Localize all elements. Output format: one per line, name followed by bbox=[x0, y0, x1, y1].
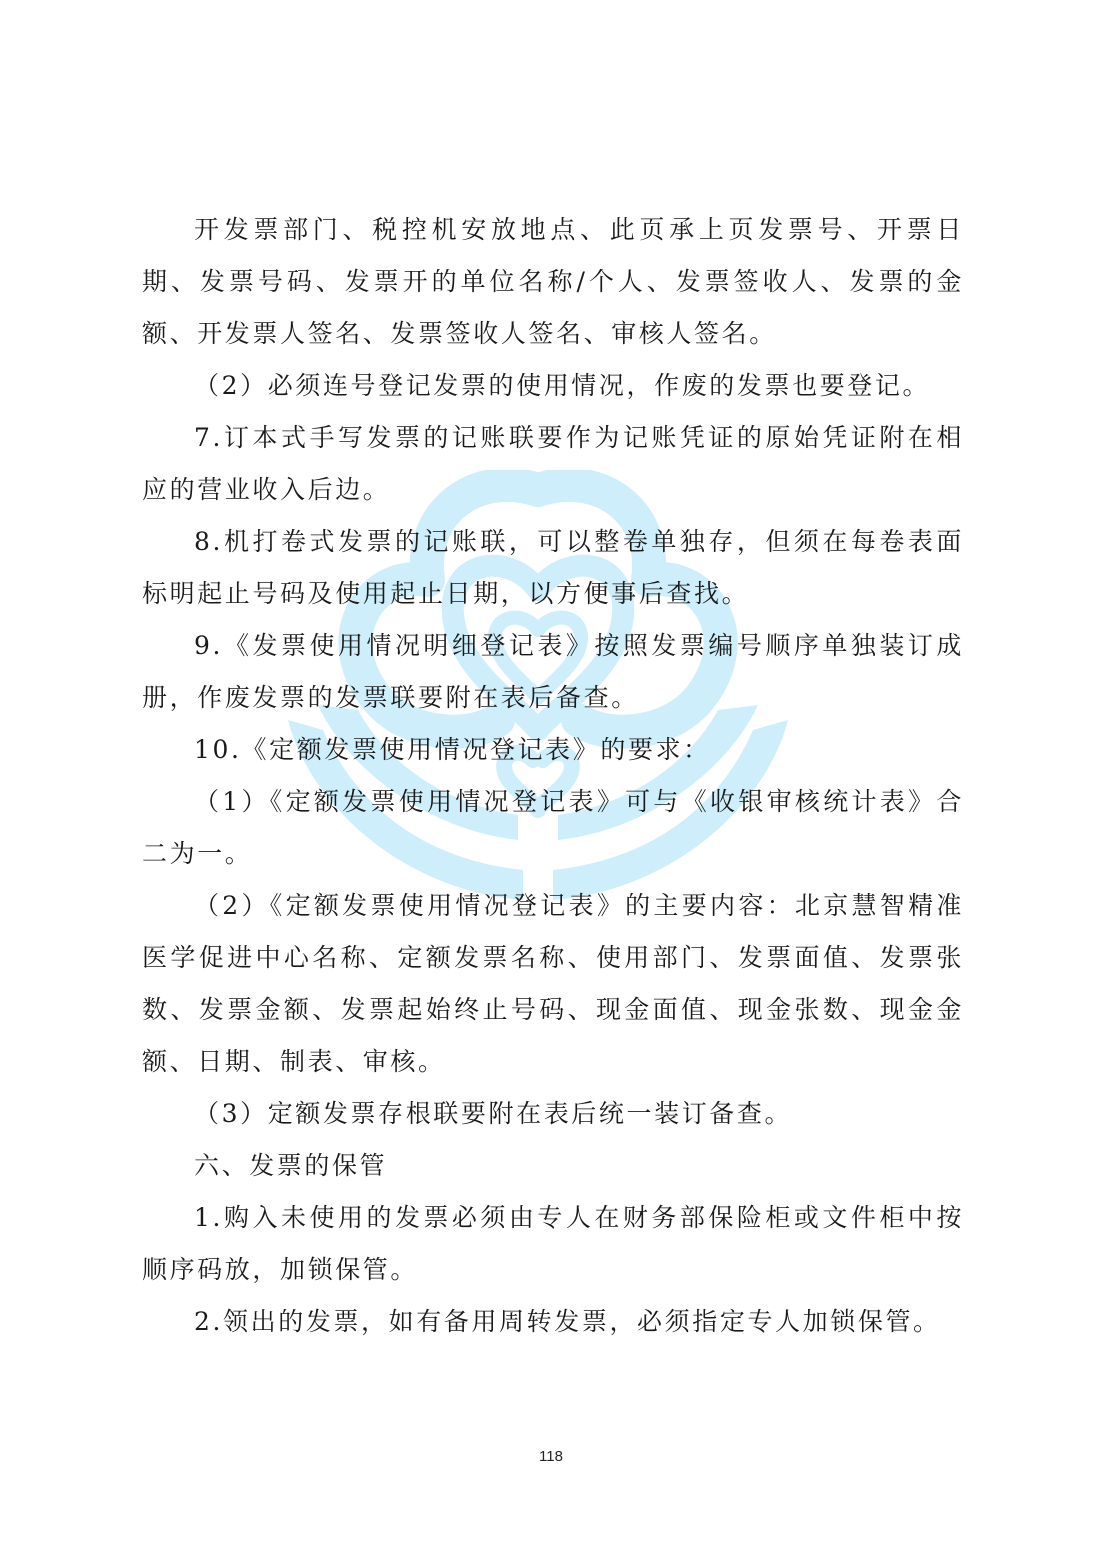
paragraph: 8.机打卷式发票的记账联，可以整卷单独存，但须在每卷表面标明起止号码及使用起止日期，以方便事后查找。 bbox=[142, 527, 964, 608]
page-number: 118 bbox=[539, 1448, 563, 1465]
paragraph: 开发票部门、税控机安放地点、此页承上页发票号、开票日期、发票号码、发票开的单位名称/个人、发票签收人、发票的金额、开发票人签名、发票签收人签名、审核人签名。 bbox=[142, 215, 964, 348]
paragraph: 1.购入未使用的发票必须由专人在财务部保险柜或文件柜中按顺序码放，加锁保管。 bbox=[142, 1203, 964, 1284]
paragraph: 7.订本式手写发票的记账联要作为记账凭证的原始凭证附在相应的营业收入后边。 bbox=[142, 423, 964, 504]
document-body bbox=[142, 204, 964, 1348]
paragraph: （1）《定额发票使用情况登记表》可与《收银审核统计表》合二为一。 bbox=[142, 787, 964, 868]
paragraph: （3）定额发票存根联要附在表后统一装订备查。 bbox=[194, 1099, 793, 1128]
section-heading: 六、发票的保管 bbox=[194, 1151, 388, 1180]
paragraph: （2）《定额发票使用情况登记表》的主要内容：北京慧智精准医学促进中心名称、定额发票名称、使用部门、发票面值、发票张数、发票金额、发票起始终止号码、现金面值、现金张数、现金金额、日期、制表、审核。 bbox=[142, 891, 964, 1076]
paragraph: （2）必须连号登记发票的使用情况，作废的发票也要登记。 bbox=[194, 371, 931, 400]
paragraph: 2.领出的发票，如有备用周转发票，必须指定专人加锁保管。 bbox=[194, 1307, 941, 1336]
paragraph: 9.《发票使用情况明细登记表》按照发票编号顺序单独装订成册，作废发票的发票联要附在表后备查。 bbox=[142, 631, 964, 712]
paragraph: 10.《定额发票使用情况登记表》的要求： bbox=[194, 735, 711, 764]
